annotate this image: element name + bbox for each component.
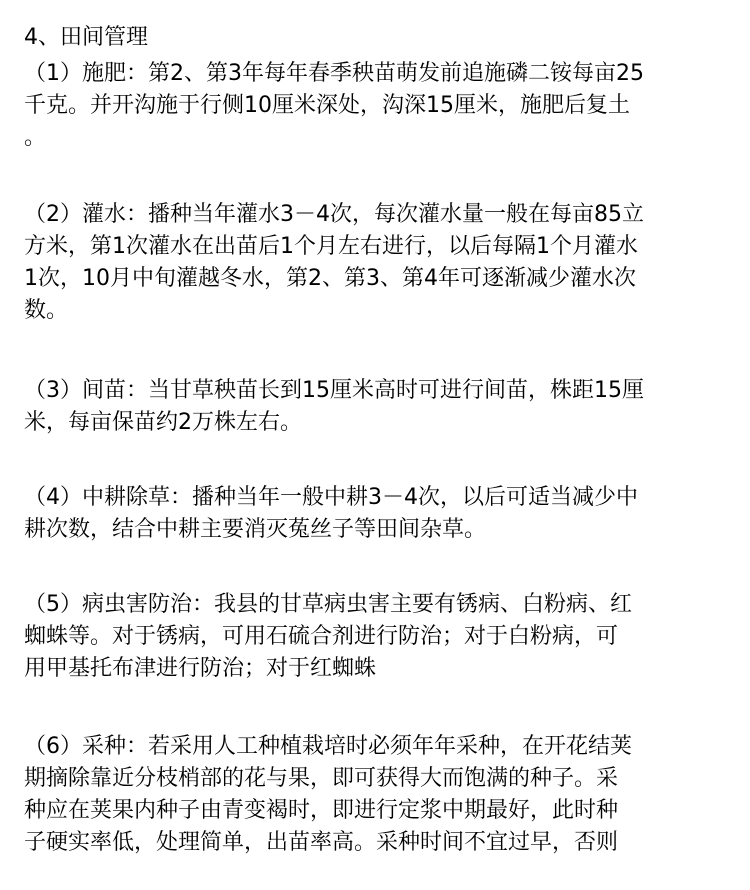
- section-heading: 4、田间管理: [24, 25, 148, 50]
- text-line: （6）采种：若采用人工种植栽培时必须年年采种，在开花结荚: [24, 734, 632, 759]
- text-line: 数。: [24, 298, 69, 323]
- text-line: 子硬实率低，处理简单，出苗率高。采种时间不宜过早，否则: [24, 830, 619, 855]
- paragraph-pest-control: [24, 589, 724, 685]
- text-line: （5）病虫害防治：我县的甘草病虫害主要有锈病、白粉病、红: [24, 592, 632, 617]
- text-line: 1次，10月中旬灌越冬水，第2、第3、第4年可逐渐减少灌水次: [24, 266, 636, 291]
- text-line: （2）灌水：播种当年灌水3－4次，每次灌水量一般在每亩85立: [24, 202, 644, 227]
- text-line: （3）间苗：当甘草秧苗长到15厘米高时可进行间苗，株距15厘: [24, 378, 644, 403]
- text-line: 用甲基托布津进行防治；对于红蜘蛛: [24, 656, 377, 681]
- paragraph-weeding: [24, 482, 724, 546]
- text-line: 。: [24, 125, 47, 150]
- paragraph-seed-collection: [24, 731, 724, 859]
- paragraph-thinning: [24, 375, 724, 439]
- paragraph-fertilizing: [24, 58, 724, 154]
- text-line: （4）中耕除草：播种当年一般中耕3－4次，以后可适当减少中: [24, 485, 638, 510]
- paragraph-irrigation: [24, 199, 724, 327]
- text-line: 期摘除靠近分枝梢部的花与果，即可获得大而饱满的种子。采: [24, 766, 619, 791]
- text-line: （1）施肥：第2、第3年每年春季秧苗萌发前追施磷二铵每亩25: [24, 61, 644, 86]
- text-line: 米，每亩保苗约2万株左右。: [24, 410, 302, 435]
- text-line: 方米，第1次灌水在出苗后1个月左右进行，以后每隔1个月灌水: [24, 234, 638, 259]
- text-line: 耕次数，结合中耕主要消灭菟丝子等田间杂草。: [24, 517, 487, 542]
- text-line: 千克。并开沟施于行侧10厘米深处，沟深15厘米，施肥后复土: [24, 93, 630, 118]
- text-line: 种应在荚果内种子由青变褐时，即进行定浆中期最好，此时种: [24, 798, 619, 823]
- text-line: 蜘蛛等。对于锈病，可用石硫合剂进行防治；对于白粉病，可: [24, 624, 619, 649]
